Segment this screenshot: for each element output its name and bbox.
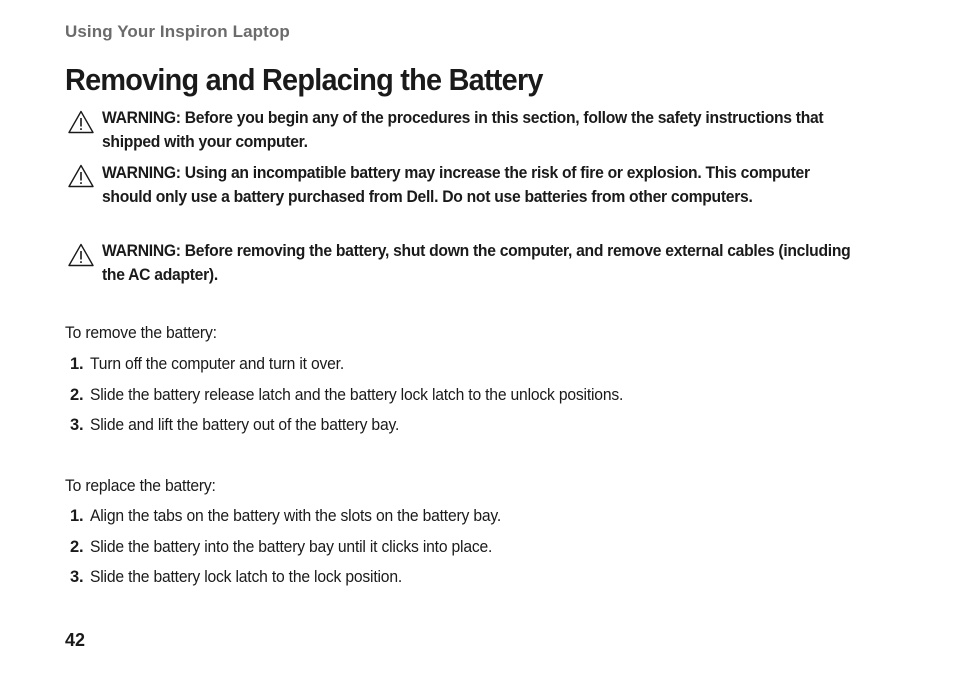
step-number: 3. [70,568,84,586]
step-text: Align the tabs on the battery with the slots on the battery bay. [90,507,502,525]
step-number: 2. [70,385,84,404]
step-number: 3. [70,416,84,434]
step-text: Slide and lift the battery out of the battery bay. [90,416,400,434]
remove-intro: To remove the battery: [65,324,217,342]
step-number: 2. [70,537,84,556]
step-number: 1. [70,507,84,525]
step-text: Turn off the computer and turn it over. [90,355,344,373]
warning-triangle-icon [68,110,94,134]
warning-text: WARNING: Before you begin any of the procedures in this section, follow the safety instructions that shipped with your computer. [102,109,824,151]
warning-text: WARNING: Before removing the battery, shut down the computer, and remove external cables (including the AC adapter). [102,242,851,284]
step-text: Slide the battery release latch and the battery lock latch to the unlock positions. [90,385,624,404]
step-text: Slide the battery into the battery bay until it clicks into place. [90,537,493,556]
running-header: Using Your Inspiron Laptop [65,22,290,41]
warning-triangle-icon [68,243,94,267]
warning-triangle-icon [68,164,94,188]
replace-intro: To replace the battery: [65,477,216,495]
step-text: Slide the battery lock latch to the lock position. [90,568,403,586]
page-title: Removing and Replacing the Battery [65,62,543,97]
page-number: 42 [65,630,86,650]
step-number: 1. [70,355,84,373]
warning-text: WARNING: Using an incompatible battery may increase the risk of fire or explosion. This computer should only use a battery purchased from Dell. Do not use batteries from other computers. [102,164,810,206]
